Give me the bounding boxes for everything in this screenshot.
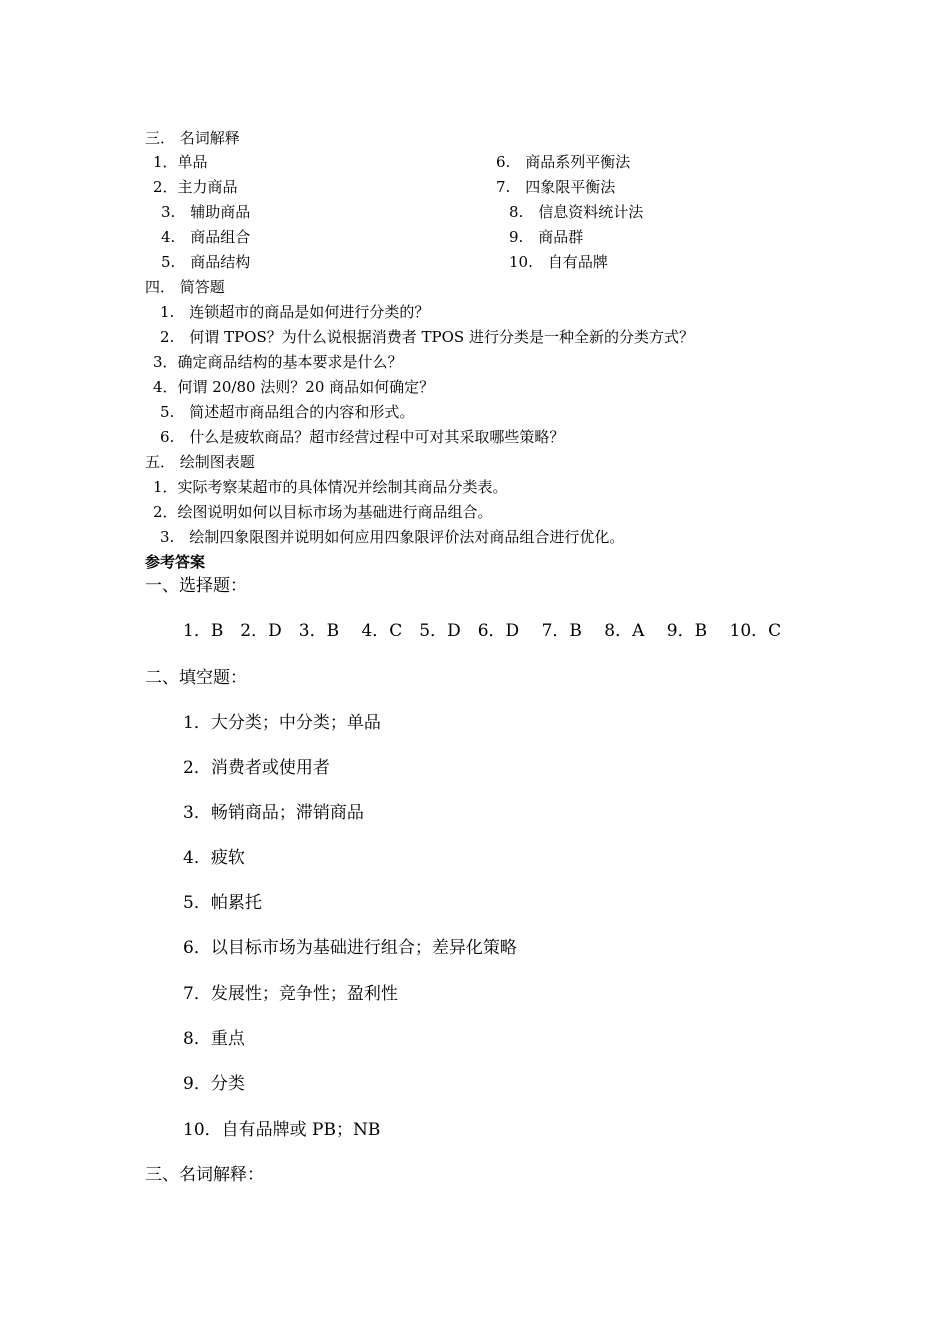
fill-answer: 4．疲软 bbox=[183, 848, 245, 868]
answers-title: 参考答案 bbox=[145, 553, 206, 571]
fill-answer: 10．自有品牌或 PB；NB bbox=[183, 1120, 381, 1140]
fill-answer: 1．大分类；中分类；单品 bbox=[183, 713, 381, 733]
term-item: 5. 商品结构 bbox=[161, 253, 251, 271]
question-item: 1. 连锁超市的商品是如何进行分类的？ bbox=[160, 303, 430, 321]
terms-heading: 三、名词解释： bbox=[145, 1165, 264, 1185]
term-item: 4. 商品组合 bbox=[161, 228, 251, 246]
fill-answer: 9．分类 bbox=[183, 1074, 245, 1094]
fill-answer: 8．重点 bbox=[183, 1029, 245, 1049]
section5-heading: 五． 绘制图表题 bbox=[145, 453, 255, 471]
fill-heading: 二、填空题： bbox=[145, 668, 247, 688]
choice-answers: 1．B 2．D 3．B 4．C 5．D 6．D 7．B 8．A 9．B 10．C bbox=[183, 621, 782, 641]
drawing-item: 3. 绘制四象限图并说明如何应用四象限评价法对商品组合进行优化。 bbox=[160, 528, 625, 546]
fill-answer: 2．消费者或使用者 bbox=[183, 758, 330, 778]
choice-heading: 一、选择题： bbox=[145, 576, 247, 596]
question-item: 5. 简述超市商品组合的内容和形式。 bbox=[160, 403, 415, 421]
question-item: 2. 何谓 TPOS？为什么说根据消费者 TPOS 进行分类是一种全新的分类方式？ bbox=[160, 328, 694, 346]
term-item: 1．单品 bbox=[153, 153, 208, 171]
drawing-item: 1．实际考察某超市的具体情况并绘制其商品分类表。 bbox=[153, 478, 508, 496]
question-item: 6. 什么是疲软商品？超市经营过程中可对其采取哪些策略？ bbox=[160, 428, 565, 446]
question-item: 4．何谓 20/80 法则？20 商品如何确定？ bbox=[153, 378, 435, 396]
fill-answer: 7．发展性；竞争性；盈利性 bbox=[183, 984, 398, 1004]
fill-answer: 6．以目标市场为基础进行组合；差异化策略 bbox=[183, 938, 517, 958]
term-item: 7. 四象限平衡法 bbox=[496, 178, 616, 196]
fill-answer: 3．畅销商品；滞销商品 bbox=[183, 803, 364, 823]
term-item: 9. 商品群 bbox=[509, 228, 584, 246]
question-item: 3．确定商品结构的基本要求是什么？ bbox=[153, 353, 403, 371]
section3-heading: 三． 名词解释 bbox=[145, 129, 240, 147]
drawing-item: 2．绘图说明如何以目标市场为基础进行商品组合。 bbox=[153, 503, 493, 521]
fill-answer: 5．帕累托 bbox=[183, 893, 262, 913]
term-item: 8. 信息资料统计法 bbox=[509, 203, 644, 221]
term-item: 3. 辅助商品 bbox=[161, 203, 251, 221]
term-item: 2．主力商品 bbox=[153, 178, 238, 196]
term-item: 6. 商品系列平衡法 bbox=[496, 153, 631, 171]
term-item: 10. 自有品牌 bbox=[509, 253, 608, 271]
section4-heading: 四． 简答题 bbox=[145, 278, 225, 296]
